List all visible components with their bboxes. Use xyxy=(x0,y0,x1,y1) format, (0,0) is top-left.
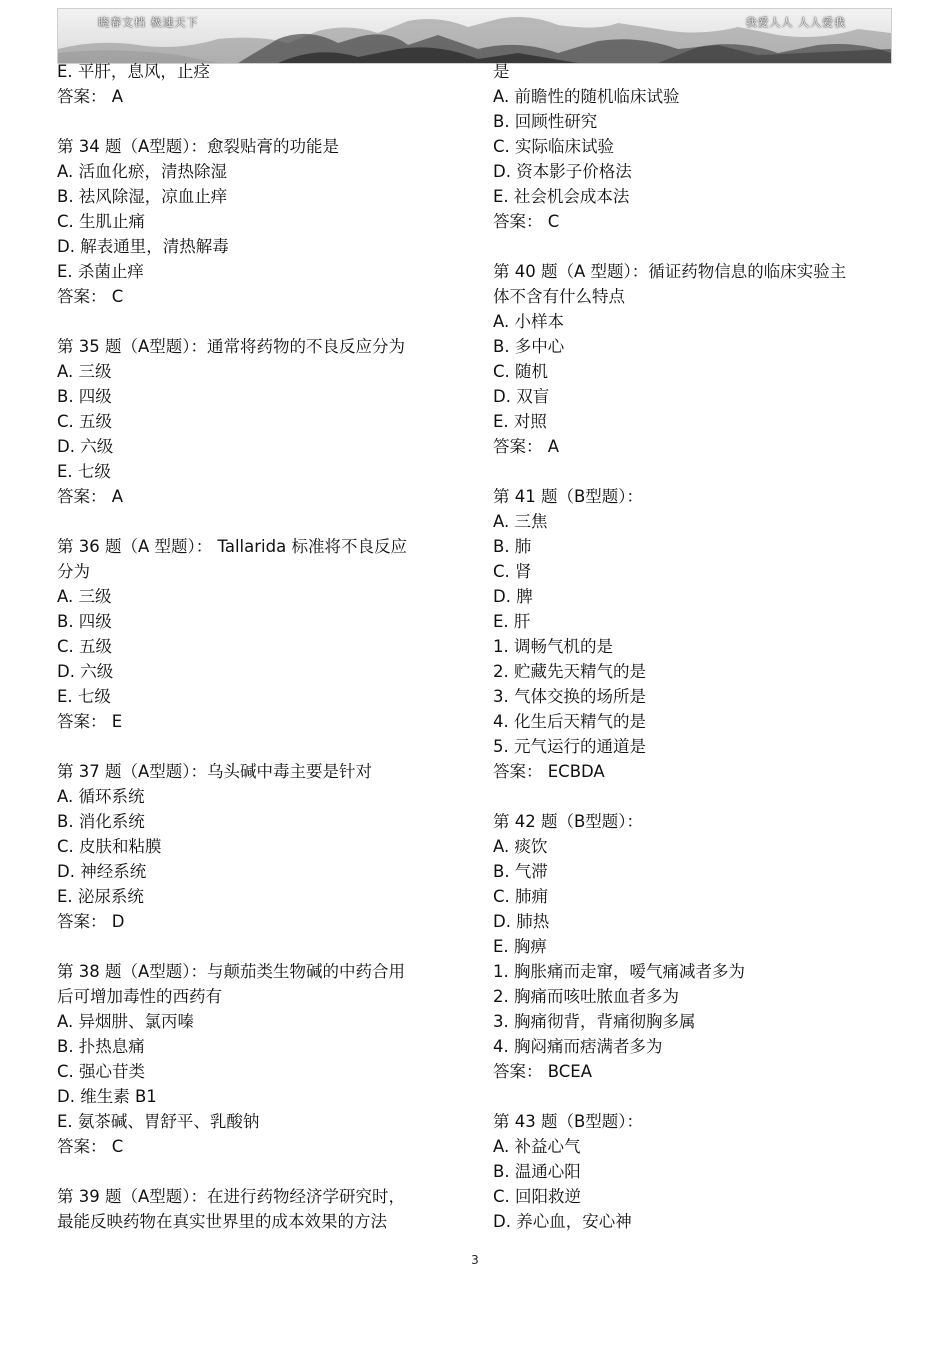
text-line: D. 肺热 xyxy=(493,912,550,931)
text-line: C. 肾 xyxy=(493,562,532,581)
text-line: A. 三级 xyxy=(57,587,112,606)
text-line: 3. 气体交换的场所是 xyxy=(493,687,646,706)
text-line: 答案： BCEA xyxy=(493,1062,593,1081)
text-line: D. 维生素 B1 xyxy=(57,1087,157,1106)
text-line: 第 39 题（A型题）：在进行药物经济学研究时， xyxy=(57,1187,406,1206)
text-line: B. 气滞 xyxy=(493,862,548,881)
text-line: B. 消化系统 xyxy=(57,812,145,831)
text-line: D. 神经系统 xyxy=(57,862,147,881)
text-line: 第 36 题（A 型题）： Tallarida 标准将不良反应 xyxy=(57,537,407,556)
blank-line xyxy=(57,934,457,959)
text-line: E. 肝 xyxy=(493,612,531,631)
blank-line xyxy=(57,509,457,534)
text-line: 第 41 题（B型题）： xyxy=(493,487,644,506)
text-line: C. 回阳救逆 xyxy=(493,1187,582,1206)
text-line: A. 异烟肼、氯丙嗪 xyxy=(57,1012,194,1031)
text-line: 答案： C xyxy=(57,287,124,306)
banner-left-slogan: 晓春文档 极速天下 xyxy=(98,16,199,29)
text-line: E. 胸痹 xyxy=(493,937,547,956)
page-number: 3 xyxy=(471,1253,479,1267)
text-line: 最能反映药物在真实世界里的成本效果的方法 xyxy=(57,1212,387,1231)
blank-line xyxy=(493,459,893,484)
text-line: E. 杀菌止痒 xyxy=(57,262,144,281)
text-line: D. 解表通里，清热解毒 xyxy=(57,237,229,256)
text-line: C. 五级 xyxy=(57,412,113,431)
text-line: D. 六级 xyxy=(57,437,114,456)
text-line: B. 温通心阳 xyxy=(493,1162,581,1181)
text-line: A. 三级 xyxy=(57,362,112,381)
right-column xyxy=(493,59,893,1234)
text-line: 第 37 题（A型题）：乌头碱中毒主要是针对 xyxy=(57,762,373,781)
text-line: 答案： A xyxy=(493,437,560,456)
text-line: E. 平肝，息风，止痉 xyxy=(57,62,210,81)
text-line: 答案： C xyxy=(493,212,560,231)
text-line: 1. 胸胀痛而走窜，嗳气痛减者多为 xyxy=(493,962,745,981)
text-line: E. 社会机会成本法 xyxy=(493,187,630,206)
text-line: A. 小样本 xyxy=(493,312,564,331)
text-line: 第 42 题（B型题）： xyxy=(493,812,644,831)
left-column xyxy=(57,59,457,1234)
text-line: C. 实际临床试验 xyxy=(493,137,615,156)
text-line: E. 氨茶碱、胃舒平、乳酸钠 xyxy=(57,1112,260,1131)
text-line: B. 回顾性研究 xyxy=(493,112,598,131)
text-line: E. 七级 xyxy=(57,462,111,481)
text-line: B. 四级 xyxy=(57,387,112,406)
text-line: B. 扑热息痛 xyxy=(57,1037,145,1056)
text-line: 体不含有什么特点 xyxy=(493,287,625,306)
text-line: 1. 调畅气机的是 xyxy=(493,637,613,656)
text-line: 2. 贮藏先天精气的是 xyxy=(493,662,646,681)
blank-line xyxy=(57,1159,457,1184)
text-line: 分为 xyxy=(57,562,90,581)
text-line: B. 肺 xyxy=(493,537,532,556)
text-line: A. 三焦 xyxy=(493,512,548,531)
text-line: D. 脾 xyxy=(493,587,533,606)
text-line: 第 40 题（A 型题）：循证药物信息的临床实验主 xyxy=(493,262,847,281)
blank-line xyxy=(57,109,457,134)
header-banner xyxy=(57,8,892,64)
text-line: D. 双盲 xyxy=(493,387,550,406)
text-line: 第 38 题（A型题）：与颠茄类生物碱的中药合用 xyxy=(57,962,406,981)
text-line: B. 多中心 xyxy=(493,337,565,356)
blank-line xyxy=(57,734,457,759)
text-line: C. 生肌止痛 xyxy=(57,212,146,231)
text-line: B. 四级 xyxy=(57,612,112,631)
banner-right-slogan: 我爱人人 人人爱我 xyxy=(745,16,846,29)
text-line: 第 43 题（B型题）： xyxy=(493,1112,644,1131)
text-line: A. 循环系统 xyxy=(57,787,145,806)
text-line: D. 六级 xyxy=(57,662,114,681)
text-line: D. 养心血，安心神 xyxy=(493,1212,632,1231)
text-line: 答案： A xyxy=(57,487,124,506)
text-line: 第 34 题（A型题）：愈裂贴膏的功能是 xyxy=(57,137,340,156)
text-line: C. 五级 xyxy=(57,637,113,656)
text-line: A. 痰饮 xyxy=(493,837,548,856)
text-line: A. 活血化瘀，清热除湿 xyxy=(57,162,227,181)
text-line: 4. 化生后天精气的是 xyxy=(493,712,646,731)
text-line: A. 前瞻性的随机临床试验 xyxy=(493,87,680,106)
text-line: A. 补益心气 xyxy=(493,1137,581,1156)
text-line: C. 随机 xyxy=(493,362,549,381)
text-line: 是 xyxy=(493,62,510,81)
text-line: B. 祛风除湿，凉血止痒 xyxy=(57,187,228,206)
text-line: C. 肺痈 xyxy=(493,887,549,906)
text-line: 2. 胸痛而咳吐脓血者多为 xyxy=(493,987,679,1006)
text-line: 答案： D xyxy=(57,912,125,931)
text-line: D. 资本影子价格法 xyxy=(493,162,632,181)
text-line: 3. 胸痛彻背，背痛彻胸多属 xyxy=(493,1012,696,1031)
blank-line xyxy=(493,234,893,259)
text-line: E. 七级 xyxy=(57,687,111,706)
text-line: E. 泌尿系统 xyxy=(57,887,144,906)
text-line: 答案： E xyxy=(57,712,123,731)
text-line: 后可增加毒性的西药有 xyxy=(57,987,222,1006)
text-line: 答案： A xyxy=(57,87,124,106)
text-line: C. 皮肤和粘膜 xyxy=(57,837,162,856)
blank-line xyxy=(57,309,457,334)
text-line: E. 对照 xyxy=(493,412,547,431)
text-line: C. 强心苷类 xyxy=(57,1062,146,1081)
blank-line xyxy=(493,1084,893,1109)
text-line: 第 35 题（A型题）：通常将药物的不良反应分为 xyxy=(57,337,406,356)
blank-line xyxy=(493,784,893,809)
text-line: 答案： ECBDA xyxy=(493,762,605,781)
text-line: 答案： C xyxy=(57,1137,124,1156)
text-line: 4. 胸闷痛而痞满者多为 xyxy=(493,1037,663,1056)
text-line: 5. 元气运行的通道是 xyxy=(493,737,646,756)
